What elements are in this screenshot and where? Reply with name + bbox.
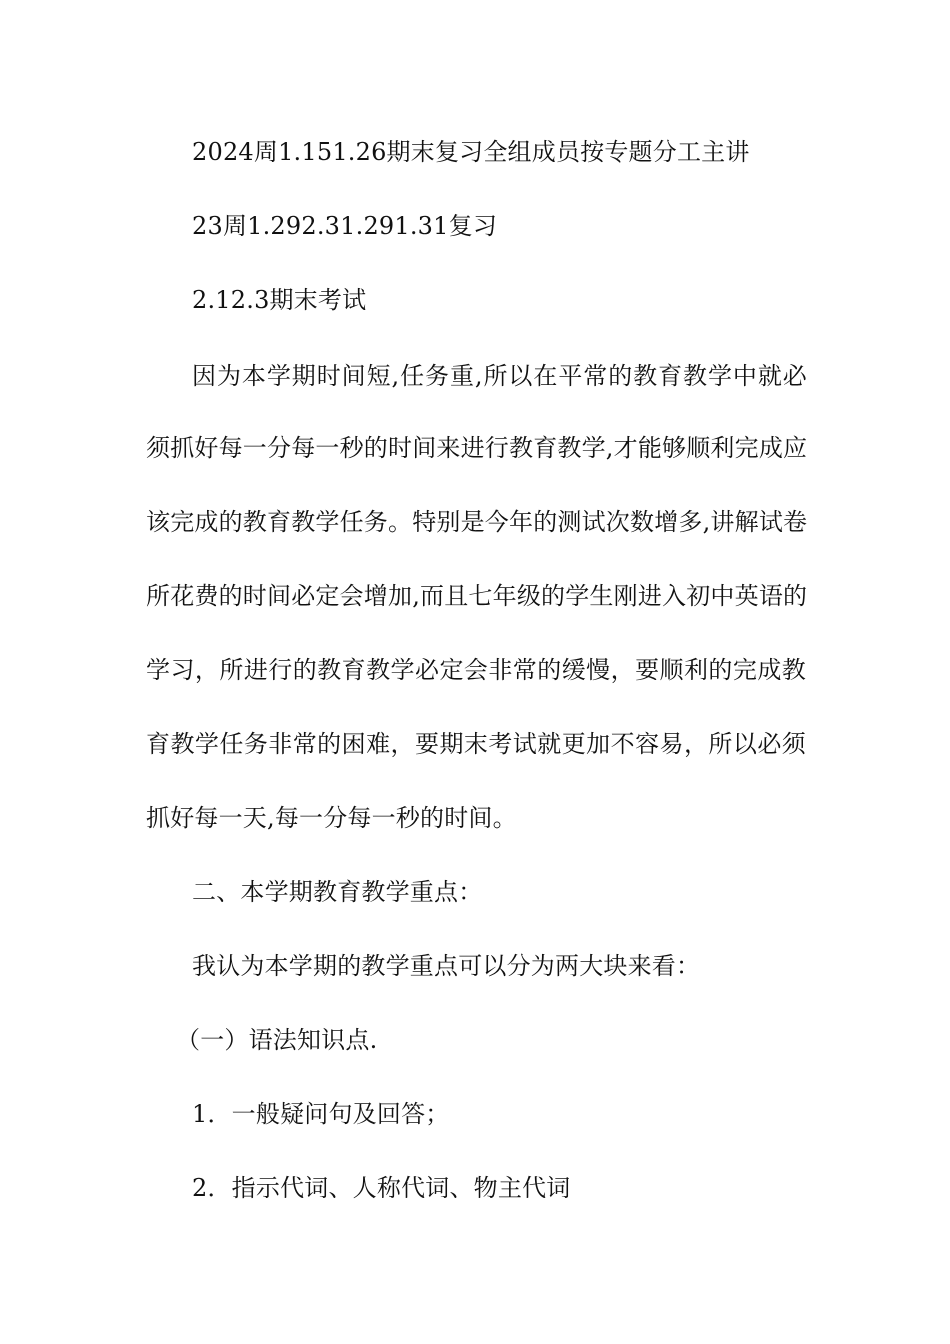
paragraph-line-4	[146, 580, 826, 612]
schedule-line-week-20-24: 2024周1.151.26期末复习全组成员按专题分工主讲	[192, 138, 750, 166]
schedule-line-final-exam: 2.12.3期末考试	[192, 286, 367, 314]
schedule-line-week-23: 23周1.292.31.291.31复习	[192, 212, 498, 240]
paragraph-line-3	[146, 506, 826, 538]
paragraph-line-6	[146, 728, 826, 760]
subsection-grammar: （一）语法知识点.	[176, 1026, 378, 1054]
paragraph-line-4-text: 所花费的时间必定会增加,而且七年级的学生刚进入初中英语的	[146, 582, 808, 610]
paragraph-line-1-text: 因为本学期时间短,任务重,所以在平常的教育教学中就必	[192, 362, 807, 390]
paragraph-line-2	[146, 432, 826, 464]
grammar-item-2: 2．指示代词、人称代词、物主代词	[192, 1174, 571, 1202]
paragraph-line-7: 抓好每一天,每一分每一秒的时间。	[146, 804, 517, 832]
paragraph-line-5-text: 学习，所进行的教育教学必定会非常的缓慢，要顺利的完成教	[146, 656, 806, 684]
paragraph-line-5	[146, 654, 826, 686]
paragraph-line-1	[192, 360, 807, 392]
paragraph-line-2-text: 须抓好每一分每一秒的时间来进行教育教学,才能够顺利完成应	[146, 434, 808, 462]
section-heading-teaching-focus: 二、本学期教育教学重点：	[192, 878, 483, 906]
paragraph-line-3-text: 该完成的教育教学任务。特别是今年的测试次数增多,讲解试卷	[146, 508, 808, 536]
paragraph-line-6-text: 育教学任务非常的困难，要期末考试就更加不容易，所以必须	[146, 730, 806, 758]
teaching-focus-intro: 我认为本学期的教学重点可以分为两大块来看：	[192, 952, 701, 980]
grammar-item-1: 1．一般疑问句及回答；	[192, 1100, 450, 1128]
